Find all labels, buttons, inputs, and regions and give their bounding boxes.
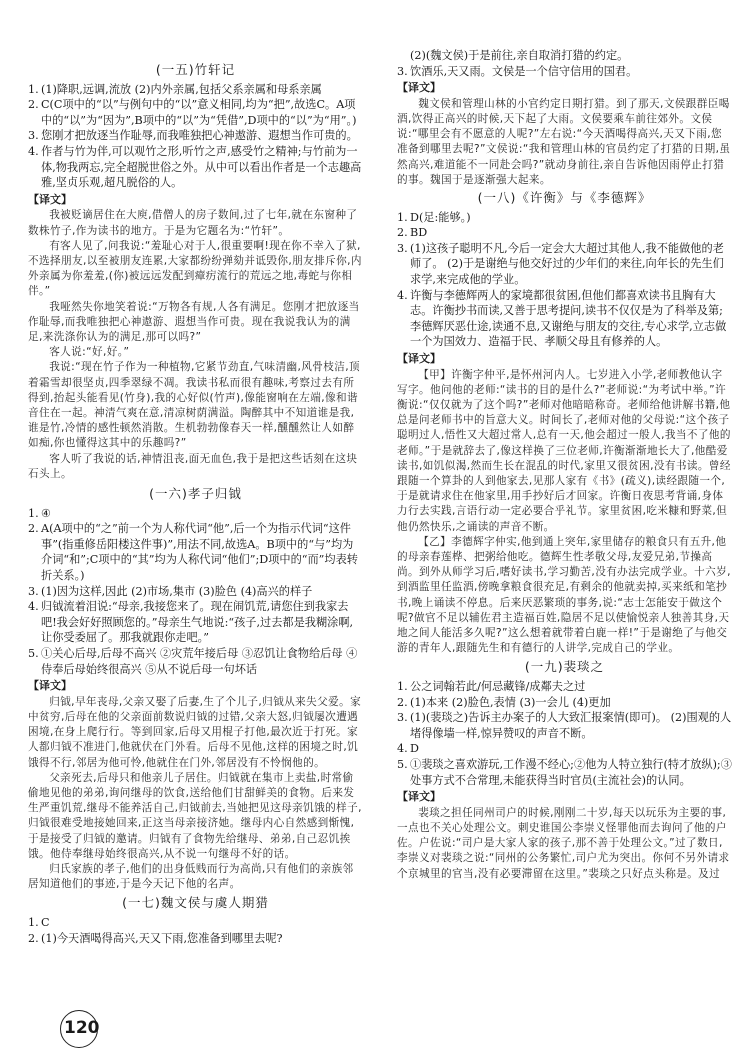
answer-text: D(足:能够。) xyxy=(410,210,471,224)
answer-number: 1. xyxy=(28,506,39,520)
answer-list-17 xyxy=(28,915,363,946)
answer-item xyxy=(397,757,732,788)
answer-text: C(C项中的“以”与例句中的“以”意义相同,均为“把”,故选C。A项中的“以”为“因为”,B项中的“以”为“凭借”,D项中的“以”为“用”。) xyxy=(41,98,357,127)
answer-number: 3. xyxy=(397,711,408,725)
answer-list-17-cont xyxy=(397,48,732,79)
answer-item xyxy=(28,599,363,646)
answer-text: 公之词翰若此/何忌藏锋/成鄰夫之过 xyxy=(410,679,586,693)
page-number-badge xyxy=(60,1010,104,1048)
answer-text: (1)这孩子聪明不凡,今后一定会大大超过其他人,我不能做他的老师了。 (2)于是谢绝与他交好过的少年们的来往,向年长的先生们求学,来完成他的学业。 xyxy=(410,241,724,286)
answer-number: 4. xyxy=(28,600,39,614)
answer-item xyxy=(397,695,732,711)
answer-item xyxy=(397,225,732,241)
translation-paragraph: 我被贬谪居住在大庾,借僧人的房子数间,过了七年,就在东窗种了数株竹子,作为读书的地方。于是为它题名为:“竹轩”。 xyxy=(28,209,358,237)
answer-text: (1)本来 (2)脸色,表情 (3)一会儿 (4)更加 xyxy=(410,695,611,709)
section-title-19: (一九)裴琰之 xyxy=(524,659,605,675)
answer-number: 3. xyxy=(397,64,408,78)
answer-number: 1. xyxy=(28,82,39,96)
answer-item xyxy=(397,679,732,695)
answer-number xyxy=(397,48,410,64)
answer-text: C xyxy=(41,915,50,929)
answer-number: 5. xyxy=(397,757,408,771)
answer-text: ①裴琰之喜欢游玩,工作漫不经心;②他为人特立独行(特才放纵);③处事方式不合常理,未能获得当时官员(主流社会)的认同。 xyxy=(410,757,732,787)
answer-text: BD xyxy=(410,226,428,240)
translation-paragraph: 魏文侯和管理山林的小官约定日期打猎。到了那天,文侯跟群臣喝酒,饮得正高兴的时候,天下起了大雨。文侯要乘车前往郊外。文侯说:“哪里会有不愿意的人呢?”左右说:“今天酒喝得高兴,天又下雨,您准备到哪里去呢?”文侯说:“我和管理山林的官员约定了打猎的日期,虽然高兴,难道能不一同赴会吗?”就动身前往,亲自告诉他因雨停止打猎的事。魏国于是逐渐强大起来。 xyxy=(397,97,731,186)
answer-number: 2. xyxy=(397,695,408,709)
section-title-18: (一八)《许衡》与《李德辉》 xyxy=(477,190,652,205)
translation-18 xyxy=(397,368,732,657)
answer-list-15 xyxy=(28,82,363,191)
answer-text: 您刚才把放逐当作耻辱,而我唯独把心神遨游、遐想当作可贵的。 xyxy=(41,129,358,143)
answer-number: 1. xyxy=(397,679,408,693)
translation-label-18: 【译文】 xyxy=(397,351,441,365)
answer-item xyxy=(397,710,732,741)
answer-number: 4. xyxy=(28,144,39,158)
answer-item xyxy=(28,128,363,144)
translation-label-19: 【译文】 xyxy=(397,790,441,804)
answer-item xyxy=(397,48,732,64)
answer-number: 5. xyxy=(28,646,39,660)
answer-item xyxy=(28,931,363,947)
section-title-17: (一七)魏文侯与虞人期猎 xyxy=(122,895,269,911)
answer-text: D xyxy=(410,742,419,756)
answer-item xyxy=(397,64,732,80)
translation-label-15: 【译文】 xyxy=(28,192,72,206)
translation-paragraph: 【乙】李德辉字仲实,他到通上突年,家里储存的粮食只有五升,他的母亲春莲桦、把粥给他吃。德辉生性孝敬父母,友爱兄弟,节操高尚。到外从师学习后,嗜好读书,学习勤苦,没有办法完成学业。十六岁,到酒监里任监酒,傍晚拿粮食很充足,有剩余的他就卖掉,买来纸和笔抄书,晚上诵读不停息。后来厌恶繁琐的事务,说:“志士怎能安于做这个呢?做官不足以辅佐君主造福百姓,隐居不足以使愉悦亲人独善其身,天地之间人能活多久呢?”这么想着就带着白鹿一样!”于是谢绝了与他交游的青年人,跟随先生和有德行的人讲学,完成自己的学业。 xyxy=(397,535,731,655)
answer-text: A(A项中的“之”前一个为人称代词“他”,后一个为指示代词“这件事”(指重修岳阳楼这件事)”,用法不同,故选A。B项中的“与”均为介词“和”;C项中的“其”均为人称代词“他们”;D项中的“而”均表转折关系。) xyxy=(41,522,358,582)
right-column xyxy=(397,48,732,882)
answer-list-19 xyxy=(397,679,732,788)
answer-number: 1. xyxy=(28,915,39,929)
translation-paragraph: 父亲死去,后母只和他亲儿子居住。归钺就在集市上卖盐,时常偷偷地见他的弟弟,询问继母的饮食,送给他们甘甜鲜美的食物。后来发生严重饥荒,继母不能养活自己,归钺前去,当她把见这母亲饥饿的样子,归钺很难受地接她回来,正这当母亲接济她。继母内心自然感到惭愧,于是接受了归钺的邀请。归钺有了食物先给继母、弟弟,自己忍饥挨饿。他侍奉继母始终很高兴,从不说一句继母不好的话。 xyxy=(28,771,362,860)
answer-text: ①关心后母,后母不高兴 ②灾荒年接后母 ③忍饥让食物给后母 ④侍奉后母始终很高兴 ⑤从不说后母一句坏话 xyxy=(41,646,358,676)
answer-text: 归钺流着泪说:“母亲,我接您来了。现在闹饥荒,请您住到我家去吧!我会好好照顾您的。”母亲生气地说:“孩子,过去都是我糊涂啊,让你受委屈了。那我就跟你走吧。” xyxy=(41,600,354,645)
answer-number: 4. xyxy=(397,742,408,756)
answer-item xyxy=(397,210,732,226)
answer-item xyxy=(28,506,363,522)
answer-text: (1)今天酒喝得高兴,天又下雨,您准备到哪里去呢? xyxy=(41,931,283,945)
answer-number: 2. xyxy=(397,226,408,240)
translation-paragraph: 归钺,早年丧母,父亲又娶了后妻,生了个儿子,归钺从来失父爱。家中贫穷,后母在他的父亲面前数说归钺的过错,父亲大怒,归钺屡次遭遇困境,在身上爬行行。等到回家,后母又用棍子打他,最次近于打死。家人都归钺不准进门,他就伏在门外看。后母不见他,这样的困境之时,饥饿得不行,邻居为他可怜,他就住在门外,邻居没有不怜悯他的。 xyxy=(28,695,362,769)
answer-number: 3. xyxy=(28,584,39,598)
answer-number: 1. xyxy=(397,210,408,224)
answer-item xyxy=(28,915,363,931)
translation-paragraph: 我哑然失你地笑着说:“万物各有规,人各有满足。您刚才把放逐当作耻辱,而我唯独把心神遨游、遐想当作可贵。现在我说我认为的满足,来洗涤你认为的满足,那可以吗?” xyxy=(28,300,360,343)
answer-text: (1)降职,远调,流放 (2)内外亲属,包括父系亲属和母系亲属 xyxy=(41,82,322,96)
answer-item xyxy=(28,82,363,98)
translation-paragraph: 【甲】许衡字仲平,是怀州河内人。七岁进入小学,老师教他认字写字。他问他的老师:“读书的目的是什么?”老师说:“为考试中举。”许衡说:“仅仅就为了这个吗?”老师对他暗暗称奇。老师给他讲解书籍,他总是问老师书中的旨意大义。时间长了,老师对他的父母说:“这个孩子聪明过人,悟性又大超过常人,总有一天,他会超过一般人,我当不了他的老师。”于是就辞去了,像这样换了三位老师,许衡渐渐地长大了,他酷爱读书,如饥似渴,然而生长在混乱的时代,家里又很贫困,没有书读。曾经跟随一个算卦的人到他家去,见那人家有《书》(疏义),读经跟随一个,于是就请求住在他家里,用手抄好后才回家。许衡日夜思考背诵,身体力行去实践,言语行动一定必要合乎礼节。家里贫困,吃米糠和野菜,但他仍然快乐,之诵读的声音不断。 xyxy=(397,368,731,533)
answer-item xyxy=(28,144,363,191)
translation-paragraph: 裴琰之担任同州司户的时候,刚刚二十岁,每天以玩乐为主要的事,一点也不关心处理公文。刺史谁国公李崇义怪罪他而去询问了他的户佐。户佐说:“司户是大家人家的孩子,那不善于处理公文。”过了数日,李崇义对裴琰之说:“同州的公务繁忙,司户尤为突出。你何不另外请求个京城里的官当,没有必要滞留在这里。”裴琰之只好点头称是。及过 xyxy=(397,806,730,880)
section-title-15: (一五)竹轩记 xyxy=(155,62,236,77)
translation-17 xyxy=(397,97,732,188)
left-column xyxy=(28,60,363,946)
answer-item xyxy=(28,584,363,600)
answer-text: (1)(裴琰之)告诉主办案子的人大致汇报案情(即可)。 (2)围观的人堵得像墙一样,惊异赞叹的声音不断。 xyxy=(410,711,732,740)
answer-number: 2. xyxy=(28,931,39,945)
section-title-16: (一六)孝子归钺 xyxy=(149,486,242,501)
translation-label-16: 【译文】 xyxy=(28,679,72,693)
answer-number: 4. xyxy=(397,288,408,302)
page-number: 120 xyxy=(64,1018,100,1038)
answer-text: (2)(魏文侯)于是前往,亲自取消打猎的约定。 xyxy=(410,49,629,62)
translation-paragraph: 归氏家族的孝子,他们的出身低贱而行为高尚,只有他们的亲族邻居知道他们的事迹,于是今天记下他的名声。 xyxy=(28,862,354,891)
translation-19 xyxy=(397,806,732,882)
answer-item xyxy=(28,97,363,128)
answer-number: 2. xyxy=(28,522,39,536)
answer-number: 2. xyxy=(28,98,39,112)
answer-text: 许衡与李德辉两人的家境都很贫困,但他们都喜欢读书且胸有大志。许衡抄书而读,又善于思考提问,读书不仅仅是为了科举及第;李德辉厌恶仕途,读通不息,又谢绝与朋友的交往,专心求学,立志做一个为国效力、造福于民、孝顺父母且有修养的人。 xyxy=(410,288,727,349)
answer-text: ④ xyxy=(41,506,52,520)
translation-label-17: 【译文】 xyxy=(397,81,441,95)
answer-number: 3. xyxy=(28,129,39,143)
answer-text: 作者与竹为伴,可以观竹之形,听竹之声,感受竹之精神;与竹前为一体,物我两忘,完全超脱世俗之外。从中可以看出作者是一个志趣高雅,坚贞乐观,超凡脱俗的人。 xyxy=(41,144,362,190)
translation-paragraph: 我说:“现在竹子作为一种植物,它紧节劲直,气味清幽,风骨枝洁,顶着霜雪却很坚贞,四季翠绿不凋。我读书私而很有趣味,考察过去有所得到,抬起头能看见(竹身),我的心好似(竹声),像能窗响在左端,像和谐音住在一起。神清气爽在意,清凉树荫满溢。陶醉其中不知道谁是我,谁是竹,冷情的感性顿然消散。生机勃勃像春天一样,醺醺然让人如醉如痴,你也懂得这其中的乐趣吗?” xyxy=(28,361,360,450)
translation-15 xyxy=(28,208,363,482)
answer-text: (1)因为这样,因此 (2)市场,集市 (3)脸色 (4)高兴的样子 xyxy=(41,584,313,598)
answer-text: 饮酒乐,天又雨。文侯是一个信守信用的国君。 xyxy=(410,64,638,78)
answer-item xyxy=(397,241,732,288)
answer-item xyxy=(28,646,363,677)
answer-list-16 xyxy=(28,506,363,678)
answer-number: 3. xyxy=(397,241,408,255)
answer-item xyxy=(28,521,363,583)
translation-paragraph: 有客人见了,问我说:“羞耻心对于人,很重要啊!现在你不幸入了狱,不选择朋友,以至被朋友连累,大家都纷纷弹劾并诋毁你,朋友排斥你,内外亲属为你羞羞,(你)被远远发配到瘴疠流行的荒远之地,毒蛇与你相伴。” xyxy=(28,239,362,298)
answer-list-18 xyxy=(397,210,732,350)
translation-16 xyxy=(28,695,363,893)
answer-item xyxy=(397,288,732,350)
translation-paragraph: 客人说:“好,好。” xyxy=(49,346,130,359)
translation-paragraph: 客人听了我说的话,神情沮丧,面无血色,我于是把这些话刻在这块石头上。 xyxy=(28,452,358,480)
answer-item xyxy=(397,741,732,757)
